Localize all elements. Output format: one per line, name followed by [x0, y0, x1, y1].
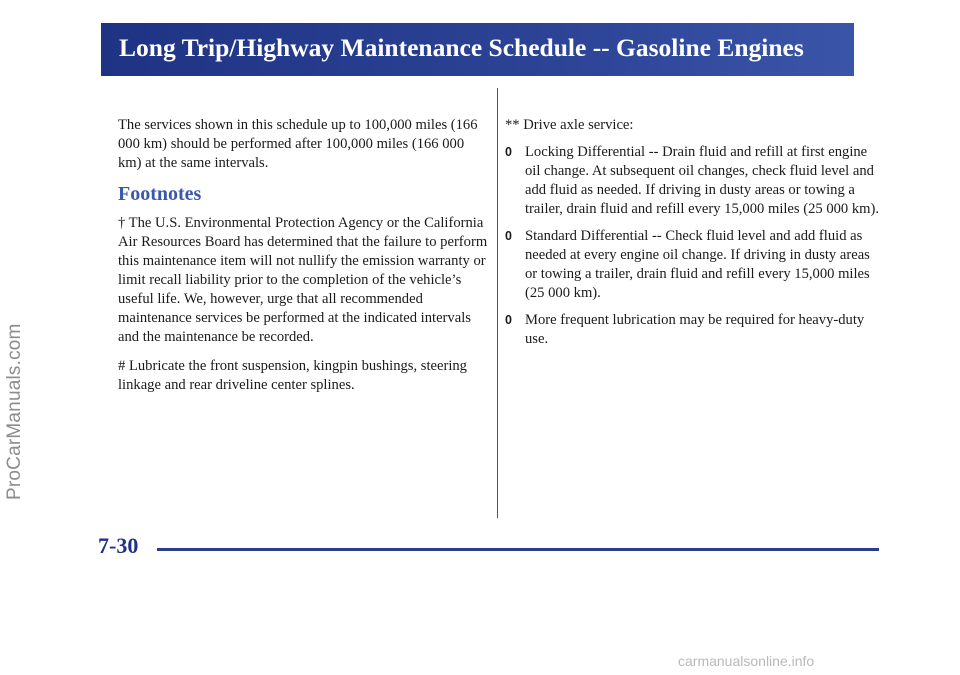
footnote-dagger: † The U.S. Environmental Protection Agency or the California Air Resources Board has determined that the failure to perform this maintenance item will not nullify the emission warranty or limit recall liability prior to the completion of the vehicle’s useful life. We, however, urge that all recommended maintenance services be performed at the indicated intervals and the maintenance be recorded.	[118, 215, 488, 345]
drive-axle-title: ** Drive axle service:	[505, 117, 634, 133]
right-column	[505, 116, 885, 357]
footnote-hash: # Lubricate the front suspension, kingpin bushings, steering linkage and rear driveline center splines.	[118, 358, 467, 393]
column-divider	[497, 88, 498, 518]
footer-rule	[157, 548, 879, 551]
list-item	[505, 227, 885, 303]
list-item	[505, 311, 885, 349]
page-number: 7-30	[98, 533, 139, 558]
list-item-text: Locking Differential -- Drain fluid and refill at first engine oil change. At subsequent oil changes, check fluid level and add fluid as needed. If driving in dusty areas or towing a trailer, drain fluid and refill every 15,000 miles (25 000 km).	[525, 144, 880, 217]
drive-axle-list	[505, 143, 885, 349]
bottom-watermark: carmanualsonline.info	[678, 653, 815, 669]
list-item-text: More frequent lubrication may be required for heavy-duty use.	[525, 312, 865, 347]
bullet-icon: 0	[505, 145, 512, 159]
bullet-icon: 0	[505, 313, 512, 327]
intro-paragraph: The services shown in this schedule up to 100,000 miles (166 000 km) should be performed after 100,000 miles (166 000 km) at the same intervals.	[118, 117, 478, 171]
left-column	[118, 116, 490, 395]
header-bar	[101, 23, 854, 76]
side-watermark: ProCarManuals.com	[4, 323, 25, 500]
list-item-text: Standard Differential -- Check fluid level and add fluid as needed at every engine oil change. If driving in dusty areas or towing a trailer, drain fluid and refill every 15,000 miles (25 000 km).	[525, 228, 870, 301]
list-item	[505, 143, 885, 219]
footnotes-heading: Footnotes	[118, 183, 202, 205]
page-title: Long Trip/Highway Maintenance Schedule -- Gasoline Engines	[119, 33, 804, 62]
bullet-icon: 0	[505, 229, 512, 243]
